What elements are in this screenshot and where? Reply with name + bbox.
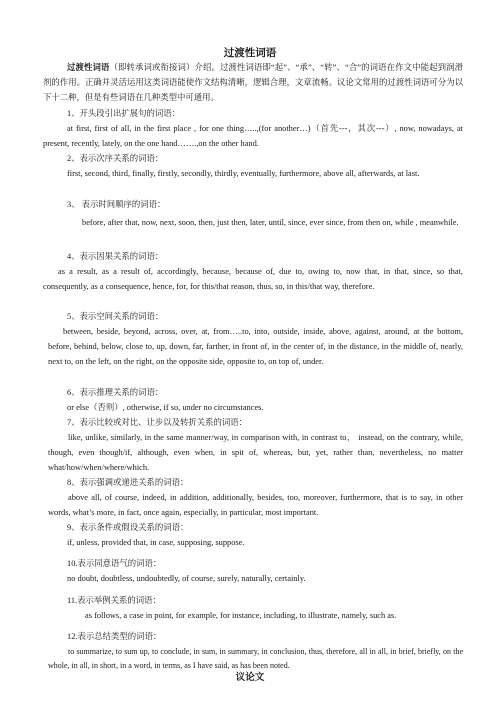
section-body-12: to summarize, to sum up, to conclude, in sum, in summary, in conclusion, thus, therefore, all in all, in brief, briefly, on the whole, in all, in short, in a word, in terms, as I have said, as has been noted. bbox=[48, 647, 463, 670]
section-heading-5: 5、表示空间关系的词语： bbox=[67, 312, 164, 321]
intro-text: （即转承词或衔接词）介绍。过渡性词语即“起”、“承”、“转”、“合”的词语在作文中能起到润滑剂的作用。正确并灵活运用这类词语能使作文结构清晰，逻辑合理，文章流畅。议论文常用的过渡性词语可分为以下十二种，但是有些词语在几种类型中可通用。 bbox=[43, 63, 463, 102]
section-heading-3: 3、 表示时间顺序的词语： bbox=[67, 200, 166, 209]
section-body-10: no doubt, doubtless, undoubtedly, of course, surely, naturally, certainly. bbox=[67, 574, 306, 583]
section-body-6: or else（否则）, otherwise, if so, under no circumstances. bbox=[67, 403, 264, 412]
section-body-2: first, second, third, finally, firstly, secondly, thirdly, eventually, furthermore, above all, afterwards, at last. bbox=[67, 169, 420, 178]
section-heading-6: 6、表示推理关系的词语： bbox=[67, 388, 164, 397]
section-heading-7: 7、表示比较或对比、让步以及转折关系的词语： bbox=[67, 418, 248, 427]
section-heading-2: 2、表示次序关系的词语： bbox=[67, 154, 164, 163]
section-body-9: if, unless, provided that, in case, supposing, suppose. bbox=[67, 538, 245, 547]
section-heading-8: 8、表示强调或递进关系的词语： bbox=[67, 478, 189, 487]
page-title: 过渡性词语 bbox=[223, 48, 277, 59]
section-heading-10: 10.表示同意语气的词语： bbox=[67, 559, 162, 568]
section-body-8: above all, of course, indeed, in addition, additionally, besides, too, moreover, furthermore, that is to say, in other words, what’s more, in fact, once again, especially, in particular, most important. bbox=[48, 493, 463, 517]
section-body-5: between, beside, beyond, across, over, at, from…..to, into, outside, inside, above, against, around, at the bottom, before, behind, below, close to, up, down, far, farther, in front of, in the center of, in the distance, in the middle of, nearly, next to, on the left, on the right, on the opposite side, opposite to, on top of, under. bbox=[48, 327, 463, 366]
section-heading-11: 11.表示举例关系的词语： bbox=[67, 596, 161, 605]
section-heading-9: 9、表示条件或假设关系的词语： bbox=[67, 523, 189, 532]
intro-lead: 过渡性词语 bbox=[67, 63, 110, 72]
section-body-7: like, unlike, similarly, in the same manner/way, in comparison with, in contrast to， instead, on the contrary, while, though, even though/if, although, even when, in spit of, whereas, but, yet, rather than, nevertheless, no matter what/how/when/where/which. bbox=[48, 433, 463, 472]
section-body-1: at first, first of all, in the first place , for one thing…..,(for another…)（首先---，其次---）, now, nowadays, at present, recently, lately, on the one hand…….,on the other hand. bbox=[43, 124, 463, 148]
section-body-4: as a result, as a result of, accordingly, because, because of, due to, owing to, now that, in that, since, so that, consequently, as a consequence, hence, for, for this/that reason, thus, so, in this/that way, therefore. bbox=[43, 267, 463, 291]
section-heading-12: 12.表示总结类型的词语： bbox=[67, 632, 162, 641]
section-body-11: as follows, a case in point, for example, for instance, including, to illustrate, namely, such as. bbox=[85, 611, 397, 620]
section-heading-4: 4、表示因果关系的词语： bbox=[67, 252, 164, 261]
intro-paragraph bbox=[43, 61, 463, 106]
page-footer: 议论文 bbox=[235, 672, 265, 683]
section-body-3: before, after that, now, next, soon, then, just then, later, until, since, ever since, from then on, while , meanwhile. bbox=[82, 218, 459, 227]
section-heading-1: 1、开头段引出扩展句的词语： bbox=[67, 109, 181, 118]
